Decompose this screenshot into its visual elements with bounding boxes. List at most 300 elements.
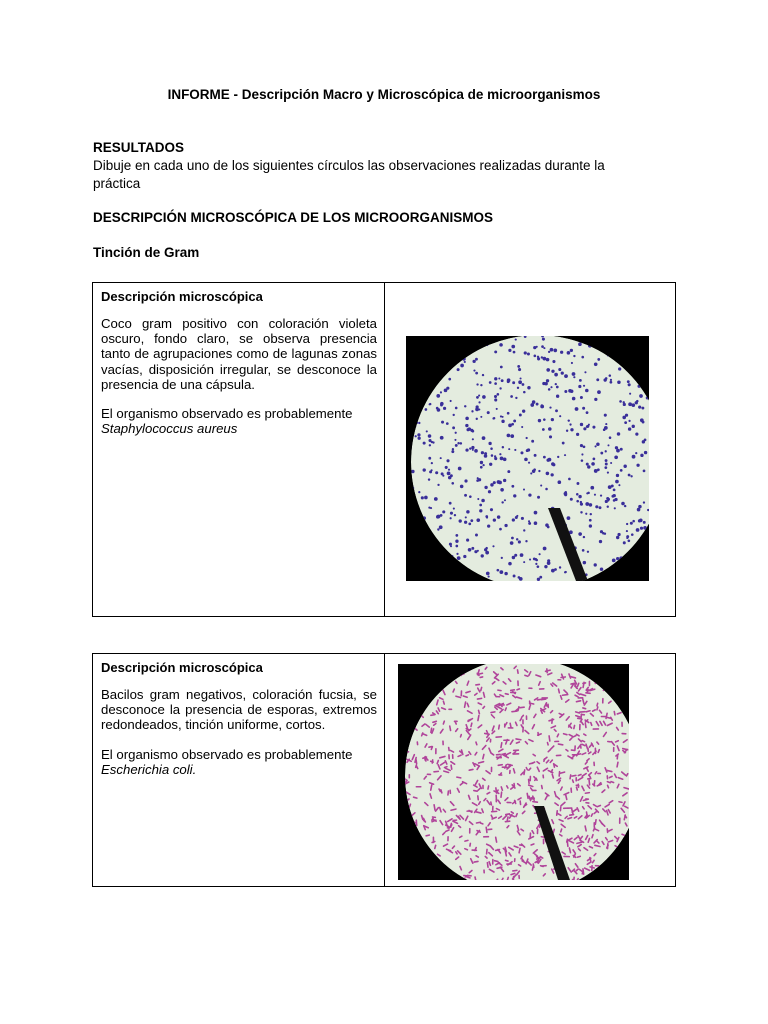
stained-cell <box>411 847 414 853</box>
stained-cell <box>409 337 412 340</box>
stained-cell <box>597 773 601 775</box>
stained-cell <box>499 570 503 574</box>
stained-cell <box>501 557 503 559</box>
stained-cell <box>526 437 528 439</box>
stained-cell <box>415 371 418 374</box>
stained-cell <box>610 462 612 464</box>
stained-cell <box>398 697 404 700</box>
stained-cell <box>607 843 609 850</box>
stained-cell <box>399 770 404 774</box>
stained-cell <box>483 836 489 838</box>
stained-cell <box>558 368 561 371</box>
stained-cell <box>501 766 507 768</box>
stained-cell <box>441 472 444 475</box>
stained-cell <box>595 865 600 867</box>
stained-cell <box>440 514 443 517</box>
stained-cell <box>433 836 435 843</box>
stained-cell <box>592 342 595 345</box>
stained-cell <box>488 490 491 493</box>
stained-cell <box>587 551 589 553</box>
stained-cell <box>398 725 399 729</box>
stained-cell <box>613 870 618 874</box>
stained-cell <box>458 667 462 674</box>
stained-cell <box>608 485 612 489</box>
stained-cell <box>405 751 410 753</box>
stained-cell <box>593 875 595 880</box>
stained-cell <box>425 351 428 354</box>
stained-cell <box>458 467 462 471</box>
stained-cell <box>627 380 630 383</box>
stained-cell <box>594 398 597 401</box>
stained-cell <box>631 569 633 571</box>
stained-cell <box>407 539 410 542</box>
stained-cell <box>610 379 612 381</box>
stained-cell <box>414 672 418 677</box>
stained-cell <box>428 865 430 872</box>
stained-cell <box>421 365 424 368</box>
stained-cell <box>528 493 531 496</box>
stained-cell <box>450 517 452 519</box>
description-text: Bacilos gram negativos, coloración fucsia, se desconoce la presencia de esporas, extremos redondeados, tinción uniforme, cortos. <box>101 687 377 733</box>
stained-cell <box>513 574 516 577</box>
stained-cell <box>440 402 444 406</box>
stained-cell <box>401 875 405 880</box>
stained-cell <box>552 360 555 363</box>
stained-cell <box>519 414 522 417</box>
stained-cell <box>618 367 621 370</box>
stained-cell <box>479 504 482 507</box>
stained-cell <box>407 680 411 686</box>
stained-cell <box>448 469 450 471</box>
stained-cell <box>639 519 643 523</box>
stained-cell <box>407 372 409 374</box>
stained-cell <box>398 845 399 848</box>
stained-cell <box>492 417 494 419</box>
stained-cell <box>452 665 457 669</box>
stained-cell <box>623 465 626 468</box>
stained-cell <box>546 472 550 476</box>
field-of-view <box>411 336 649 581</box>
stained-cell <box>441 421 444 424</box>
stained-cell <box>451 482 454 485</box>
stained-cell <box>528 687 533 689</box>
stained-cell <box>521 426 523 428</box>
stained-cell <box>616 449 620 453</box>
stained-cell <box>450 512 453 515</box>
stained-cell <box>536 403 539 406</box>
stained-cell <box>632 403 636 407</box>
stained-cell <box>417 842 423 845</box>
stained-cell <box>538 470 540 472</box>
stained-cell <box>534 511 538 515</box>
stained-cell <box>465 516 467 518</box>
stained-cell <box>502 446 504 448</box>
stained-cell <box>593 871 597 875</box>
stained-cell <box>459 564 461 566</box>
stained-cell <box>522 383 525 386</box>
stained-cell <box>440 457 442 459</box>
stained-cell <box>533 557 536 560</box>
stained-cell <box>436 394 440 398</box>
stained-cell <box>603 684 610 686</box>
stained-cell <box>417 437 420 440</box>
stained-cell <box>635 401 638 404</box>
stained-cell <box>424 756 426 761</box>
stained-cell <box>605 500 608 503</box>
stained-cell <box>600 452 603 455</box>
stained-cell <box>551 418 554 421</box>
stained-cell <box>643 574 647 578</box>
stained-cell <box>497 393 500 396</box>
stained-cell <box>609 381 612 384</box>
stained-cell <box>416 834 421 840</box>
stained-cell <box>575 777 577 782</box>
stained-cell <box>398 864 400 867</box>
stained-cell <box>528 520 530 522</box>
stained-cell <box>595 876 597 880</box>
stained-cell <box>500 366 503 369</box>
stained-cell <box>414 361 417 364</box>
stained-cell <box>471 547 474 550</box>
stained-cell <box>455 407 458 410</box>
stained-cell <box>609 436 612 439</box>
stained-cell <box>539 576 542 579</box>
stained-cell <box>540 484 542 486</box>
stained-cell <box>429 862 432 869</box>
conclusion-text <box>101 406 377 436</box>
stained-cell <box>417 433 420 436</box>
stained-cell <box>414 714 421 717</box>
stained-cell <box>450 474 453 477</box>
stained-cell <box>639 573 641 575</box>
stained-cell <box>472 449 474 451</box>
stained-cell <box>470 429 473 432</box>
stained-cell <box>543 357 547 361</box>
page-title: INFORME - Descripción Macro y Microscópica de microorganismos <box>167 87 601 102</box>
stained-cell <box>476 396 479 399</box>
stained-cell <box>480 416 482 418</box>
stained-cell <box>466 539 469 542</box>
stained-cell <box>576 493 579 496</box>
stained-cell <box>434 497 438 501</box>
stained-cell <box>416 336 419 339</box>
stained-cell <box>418 354 421 357</box>
stained-cell <box>534 521 538 525</box>
stained-cell <box>585 513 587 515</box>
stained-cell <box>428 457 431 460</box>
stained-cell <box>437 484 439 486</box>
stained-cell <box>591 462 595 466</box>
stained-cell <box>482 374 484 376</box>
stained-cell <box>453 508 455 510</box>
stained-cell <box>590 513 592 515</box>
stained-cell <box>408 410 410 412</box>
stained-cell <box>605 463 608 466</box>
stained-cell <box>626 878 629 880</box>
stained-cell <box>604 466 607 469</box>
stained-cell <box>484 486 487 489</box>
stained-cell <box>439 878 441 880</box>
stained-cell <box>475 358 478 361</box>
stained-cell <box>636 464 639 467</box>
stained-cell <box>501 379 504 382</box>
stained-cell <box>421 698 427 703</box>
stained-cell <box>500 488 504 492</box>
stained-cell <box>451 555 453 557</box>
stained-cell <box>464 361 466 363</box>
stained-cell <box>454 514 456 516</box>
stained-cell <box>447 564 450 567</box>
stained-cell <box>398 822 401 826</box>
stained-cell <box>611 876 616 880</box>
stained-cell <box>407 492 409 494</box>
stained-cell <box>557 679 561 681</box>
stained-cell <box>451 580 453 581</box>
stained-cell <box>599 506 602 509</box>
stained-cell <box>409 420 411 422</box>
stained-cell <box>621 560 623 562</box>
stained-cell <box>490 447 493 450</box>
stained-cell <box>617 862 620 868</box>
stained-cell <box>568 419 570 421</box>
stained-cell <box>639 364 642 367</box>
stained-cell <box>513 420 516 423</box>
stained-cell <box>583 536 585 538</box>
stained-cell <box>600 530 603 533</box>
stained-cell <box>508 562 512 566</box>
stained-cell <box>550 348 554 352</box>
stained-cell <box>642 421 645 424</box>
stained-cell <box>430 879 436 880</box>
stained-cell <box>595 505 598 508</box>
stained-cell <box>561 371 564 374</box>
stained-cell <box>515 397 517 399</box>
stained-cell <box>636 363 638 365</box>
stained-cell <box>475 534 478 537</box>
stained-cell <box>614 568 617 571</box>
stained-cell <box>547 559 550 562</box>
stained-cell <box>409 368 411 370</box>
stained-cell <box>464 338 467 341</box>
stained-cell <box>458 669 460 674</box>
stained-cell <box>638 406 641 409</box>
stained-cell <box>578 342 582 346</box>
stained-cell <box>609 374 612 377</box>
stained-cell <box>613 488 616 491</box>
stained-cell <box>433 371 436 374</box>
stained-cell <box>417 879 419 880</box>
stained-cell <box>522 719 524 724</box>
stained-cell <box>603 684 605 689</box>
stained-cell <box>421 496 424 499</box>
stained-cell <box>440 436 444 440</box>
stained-cell <box>464 405 466 407</box>
stained-cell <box>415 859 417 864</box>
stained-cell <box>435 352 439 356</box>
stained-cell <box>406 537 410 541</box>
stained-cell <box>473 370 475 372</box>
stained-cell <box>412 869 414 874</box>
stained-cell <box>460 442 463 445</box>
stained-cell <box>615 480 619 484</box>
stained-cell <box>476 518 480 522</box>
stained-cell <box>457 574 459 576</box>
stained-cell <box>541 356 543 358</box>
stained-cell <box>411 486 415 490</box>
stained-cell <box>425 532 428 535</box>
stained-cell <box>537 356 539 358</box>
stained-cell <box>590 486 594 490</box>
stained-cell <box>542 428 545 431</box>
stained-cell <box>480 461 483 464</box>
stained-cell <box>481 451 484 454</box>
stained-cell <box>625 344 628 347</box>
stained-cell <box>465 669 471 671</box>
stained-cell <box>426 430 428 432</box>
stained-cell <box>479 509 482 512</box>
stained-cell <box>411 863 418 866</box>
stained-cell <box>587 339 590 342</box>
stained-cell <box>432 351 435 354</box>
stained-cell <box>448 378 451 381</box>
stained-cell <box>404 860 411 863</box>
stained-cell <box>412 680 417 685</box>
stained-cell <box>426 687 430 692</box>
stained-cell <box>590 337 592 339</box>
stained-cell <box>632 455 636 459</box>
stained-cell <box>457 442 459 444</box>
stained-cell <box>601 716 607 718</box>
stained-cell <box>432 679 437 685</box>
stained-cell <box>469 828 471 834</box>
stained-cell <box>408 353 411 356</box>
stained-cell <box>593 822 595 828</box>
stained-cell <box>546 368 550 372</box>
stained-cell <box>522 409 525 412</box>
stained-cell <box>511 423 514 426</box>
stained-cell <box>417 864 421 870</box>
stained-cell <box>589 519 592 522</box>
stained-cell <box>583 385 585 387</box>
stained-cell <box>640 527 643 530</box>
stained-cell <box>616 536 619 539</box>
stained-cell <box>432 564 435 567</box>
stained-cell <box>529 776 531 782</box>
stained-cell <box>443 355 446 358</box>
stained-cell <box>494 455 496 457</box>
stained-cell <box>460 672 462 677</box>
stained-cell <box>399 742 405 746</box>
stained-cell <box>476 665 481 667</box>
stained-cell <box>512 381 515 384</box>
stained-cell <box>512 518 515 521</box>
stained-cell <box>500 704 505 706</box>
stained-cell <box>628 402 632 406</box>
stained-cell <box>545 523 549 527</box>
stained-cell <box>440 664 444 669</box>
stained-cell <box>503 479 506 482</box>
stained-cell <box>406 391 408 394</box>
stained-cell <box>442 569 445 572</box>
stained-cell <box>564 491 567 494</box>
stained-cell <box>468 548 472 552</box>
stained-cell <box>531 440 534 443</box>
stained-cell <box>434 577 436 579</box>
stained-cell <box>492 859 494 865</box>
stained-cell <box>416 374 419 377</box>
stained-cell <box>440 551 443 554</box>
stained-cell <box>581 459 584 462</box>
stained-cell <box>597 390 601 394</box>
stained-cell <box>593 458 596 461</box>
stained-cell <box>414 565 417 568</box>
stained-cell <box>420 686 424 691</box>
stained-cell <box>614 455 618 459</box>
stained-cell <box>406 836 410 838</box>
stained-cell <box>504 572 507 575</box>
stained-cell <box>414 422 416 424</box>
stained-cell <box>499 453 501 455</box>
stained-cell <box>582 549 585 552</box>
micrograph-staphylococcus <box>406 336 649 581</box>
stained-cell <box>625 414 628 417</box>
stained-cell <box>609 575 611 577</box>
stained-cell <box>517 365 520 368</box>
stained-cell <box>403 693 408 697</box>
stained-cell <box>643 501 645 503</box>
stained-cell <box>640 369 643 372</box>
stained-cell <box>414 579 417 581</box>
stained-cell <box>515 516 518 519</box>
stained-cell <box>592 426 595 429</box>
stained-cell <box>537 578 540 581</box>
stained-cell <box>603 349 606 352</box>
stained-cell <box>426 377 429 380</box>
stained-cell <box>551 370 554 373</box>
stained-cell <box>499 343 503 347</box>
stained-cell <box>510 395 513 398</box>
stained-cell <box>460 485 464 489</box>
stained-cell <box>620 448 623 451</box>
stained-cell <box>405 703 411 707</box>
stained-cell <box>449 543 452 546</box>
stained-cell <box>454 439 456 441</box>
stained-cell <box>459 519 462 522</box>
stained-cell <box>413 525 415 527</box>
stained-cell <box>524 351 527 354</box>
stained-cell <box>414 363 416 365</box>
stained-cell <box>633 360 636 363</box>
stained-cell <box>442 510 445 513</box>
stained-cell <box>614 507 616 509</box>
stained-cell <box>486 572 490 576</box>
stained-cell <box>407 704 410 711</box>
stained-cell <box>501 501 503 503</box>
stained-cell <box>402 691 406 698</box>
stained-cell <box>644 439 647 442</box>
stained-cell <box>490 508 493 511</box>
stained-cell <box>465 448 468 451</box>
stained-cell <box>408 524 410 526</box>
stained-cell <box>424 496 428 500</box>
stained-cell <box>559 415 561 417</box>
stained-cell <box>587 876 589 880</box>
stained-cell <box>431 862 435 864</box>
stained-cell <box>419 539 422 542</box>
stained-cell <box>497 339 499 341</box>
stained-cell <box>440 864 445 869</box>
stained-cell <box>619 567 623 571</box>
